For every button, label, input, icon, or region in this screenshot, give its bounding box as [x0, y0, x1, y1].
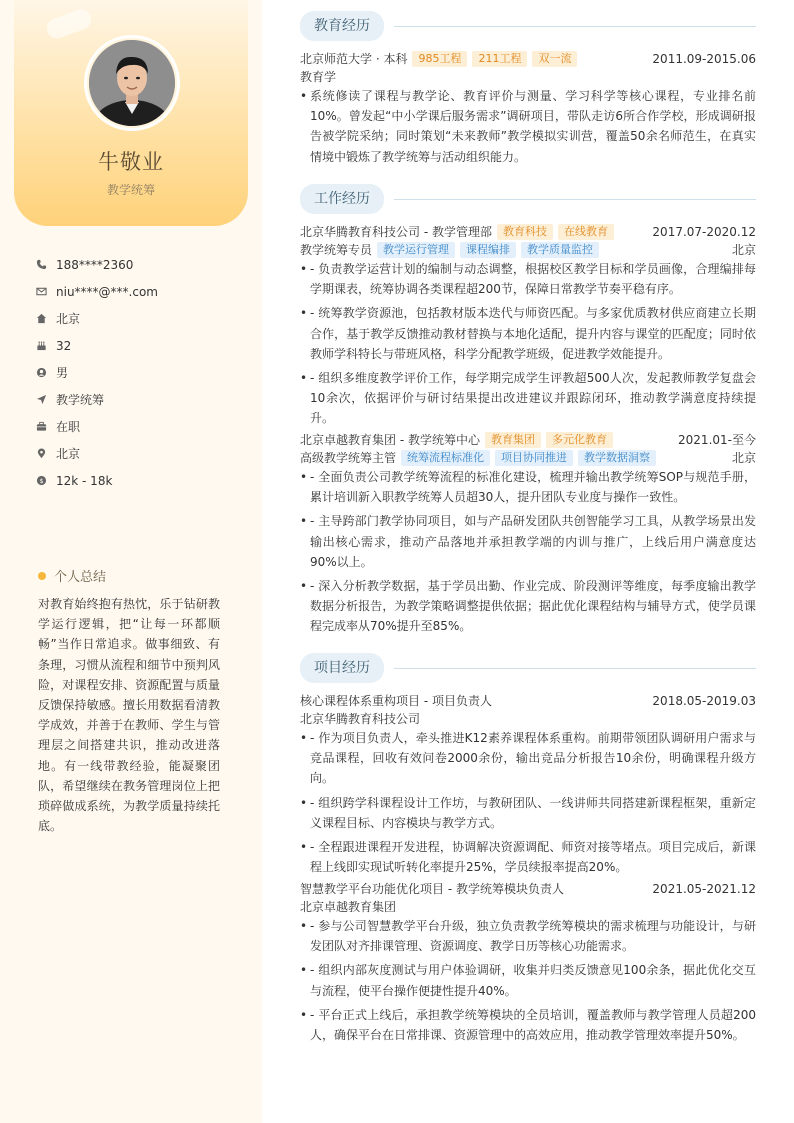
- work-entry-header: [300, 431, 756, 448]
- list-item: • - 统筹教学资源池，包括教材版本迭代与师资匹配。与多家优质教材供应商建立长期合作，基于教学反馈推动教材替换与本地化适配，提升内容与课堂的匹配度；同时依教师学科特长与带班风格，科学分配教学班级，促进教学效能提升。: [300, 303, 756, 364]
- education-tag: 211工程: [472, 51, 527, 67]
- work-company: 北京华腾教育科技公司 - 教学管理部: [300, 225, 492, 239]
- summary-text: 对教育始终抱有热忱，乐于钻研教学运行逻辑，把“让每一环都顺畅”当作日常追求。做事细致、有条理，习惯从流程和细节中预判风险，对课程安排、资源配置与质量反馈保持敏感。擅长用数据看清教学成效，并善于在教师、学生与管理层之间搭建共识，推动改进落地。有一线带教经验，能凝聚团队，希望继续在教务管理岗位上把琐碎做成系统，为教学质量持续托底。: [38, 597, 220, 834]
- contact-target-position: [36, 386, 246, 413]
- company-tag: 在线教育: [558, 224, 614, 240]
- location-pin-icon: [36, 448, 56, 459]
- education-entry-header: [300, 50, 756, 67]
- profile-name: 牛敬业: [98, 150, 164, 174]
- project-name: 核心课程体系重构项目 - 项目负责人: [300, 694, 492, 708]
- contact-salary: [36, 467, 246, 494]
- contact-status: [36, 413, 246, 440]
- project-bullets: [300, 916, 756, 1049]
- work-date: 2021.01-至今: [678, 433, 756, 447]
- project-date: 2021.05-2021.12: [652, 881, 756, 896]
- contact-target-position-value: 教学统筹: [56, 393, 105, 407]
- work-position-row: [300, 241, 756, 258]
- project-entry-header: [300, 692, 756, 709]
- list-item: • - 组织多维度教学评价工作，每学期完成学生评教超500人次，发起教师教学复盘会10余次，依据评价与研讨结果提出改进建议并跟踪闭环，推动教学满意度持续提升。: [300, 368, 756, 429]
- briefcase-icon: [36, 421, 56, 432]
- contact-target-city: [36, 440, 246, 467]
- decorative-shape: [44, 7, 94, 42]
- contact-salary-value: 12k - 18k: [56, 473, 113, 488]
- education-bullets: [300, 86, 756, 171]
- work-section-title: 工作经历: [300, 184, 384, 214]
- section-divider: [394, 26, 756, 27]
- contact-age: [36, 332, 246, 359]
- education-major: 教育学: [300, 70, 337, 84]
- contact-residence: [36, 305, 246, 332]
- list-item: • - 全面负责公司教学统筹流程的标准化建设，梳理并输出教学统筹SOP与规范手册，累计培训新入职教学统筹人员超30人，提升团队专业度与操作一致性。: [300, 467, 756, 507]
- bullet-dot-icon: [38, 572, 46, 580]
- project-name: 智慧教学平台功能优化项目 - 教学统筹模块负责人: [300, 882, 564, 896]
- education-section-header: [300, 10, 756, 42]
- project-date: 2018.05-2019.03: [652, 693, 756, 708]
- list-item: • - 参与公司智慧教学平台升级，独立负责教学统筹模块的需求梳理与功能设计，与研发团队对齐排课管理、资源调度、教学日历等核心功能需求。: [300, 916, 756, 956]
- contact-age-value: 32: [56, 338, 72, 353]
- skill-tag: 教学数据洞察: [578, 450, 656, 466]
- list-item: • - 深入分析教学数据，基于学员出勤、作业完成、阶段测评等维度，每季度输出教学数据分析报告，为教学策略调整提供依据；据此优化课程结构与辅导方式，使学员课程完成率从70%提升至85%。: [300, 576, 756, 637]
- contact-email: [36, 278, 246, 305]
- skill-tag: 统筹流程标准化: [401, 450, 490, 466]
- avatar-photo: [89, 40, 175, 126]
- home-icon: [36, 313, 56, 324]
- section-divider: [394, 668, 756, 669]
- avatar-frame: [84, 35, 180, 131]
- avatar: [89, 40, 175, 126]
- education-date: 2011.09-2015.06: [652, 51, 756, 66]
- contact-list: [36, 251, 246, 494]
- work-position-row: [300, 449, 756, 466]
- company-tag: 教育科技: [497, 224, 553, 240]
- education-major-row: [300, 68, 756, 85]
- skill-tag: 教学质量监控: [521, 242, 599, 258]
- education-tag: 双一流: [532, 51, 577, 67]
- contact-target-city-value: 北京: [56, 447, 81, 461]
- list-item: • - 主导跨部门教学协同项目，如与产品研发团队共创智能学习工具，从教学场景出发输出核心需求，推动产品落地并承担教学端的内训与推广，上线后用户满意度达90%以上。: [300, 511, 756, 572]
- work-date: 2017.07-2020.12: [652, 224, 756, 239]
- education-school: 北京师范大学 · 本科: [300, 52, 408, 66]
- contact-gender-value: 男: [56, 366, 69, 380]
- project-org: 北京华腾教育科技公司: [300, 712, 421, 726]
- skill-tag: 教学运行管理: [377, 242, 455, 258]
- contact-status-value: 在职: [56, 420, 81, 434]
- cake-icon: [36, 340, 56, 351]
- education-tag: 985工程: [412, 51, 467, 67]
- salary-icon: [36, 475, 56, 486]
- contact-phone: [36, 251, 246, 278]
- skill-tag: 课程编排: [460, 242, 516, 258]
- list-item: • - 平台正式上线后，承担教学统筹模块的全员培训，覆盖教师与教学管理人员超200人，确保平台在日常排课、资源管理中的高效应用，推动教学管理效率提升50%。: [300, 1005, 756, 1045]
- work-entry-header: [300, 223, 756, 240]
- contact-phone-value: 188****2360: [56, 257, 134, 272]
- company-tag: 教育集团: [485, 432, 541, 448]
- sidebar: [0, 0, 262, 1123]
- work-position: 教学统筹专员: [300, 243, 373, 257]
- section-divider: [394, 199, 756, 200]
- profile-title: 教学统筹: [106, 183, 155, 197]
- work-city: 北京: [731, 243, 756, 257]
- list-item: • - 全程跟进课程开发进程，协调解决资源调配、师资对接等堵点。项目完成后，新课程上线即实现试听转化率提升25%，学员续报率提高20%。: [300, 837, 756, 877]
- company-tag: 多元化教育: [546, 432, 613, 448]
- summary-heading: [38, 566, 106, 585]
- send-icon: [36, 394, 56, 405]
- education-section-title: 教育经历: [300, 11, 384, 41]
- project-org-row: [300, 710, 756, 727]
- contact-residence-value: 北京: [56, 312, 81, 326]
- work-bullets: [300, 467, 756, 641]
- list-item: • - 作为项目负责人，牵头推进K12素养课程体系重构。前期带领团队调研用户需求与竞品课程，回收有效问卷2000余份，输出竞品分析报告10余份，明确课程升级方向。: [300, 728, 756, 789]
- list-item: • - 负责教学运营计划的编制与动态调整，根据校区教学目标和学员画像，合理编排每学期课表，统筹协调各类课程超200节，保障日常教学节奏平稳有序。: [300, 259, 756, 299]
- contact-gender: [36, 359, 246, 386]
- svg-text:$: $: [39, 476, 44, 485]
- list-item: • - 组织跨学科课程设计工作坊，与教研团队、一线讲师共同搭建新课程框架，重新定义课程目标、内容模块与教学方式。: [300, 793, 756, 833]
- summary-heading-label: 个人总结: [54, 570, 107, 585]
- work-section-header: [300, 183, 756, 215]
- mail-icon: [36, 286, 56, 297]
- skill-tag: 项目协同推进: [495, 450, 573, 466]
- list-item: • - 组织内部灰度测试与用户体验调研，收集并归类反馈意见100余条，据此优化交互与流程，使平台操作便捷性提升40%。: [300, 960, 756, 1000]
- project-org-row: [300, 898, 756, 915]
- work-position: 高级教学统筹主管: [300, 451, 397, 465]
- work-bullets: [300, 259, 756, 433]
- project-bullets: [300, 728, 756, 881]
- phone-icon: [36, 259, 56, 270]
- list-item: • 系统修读了课程与教学论、教育评价与测量、学习科学等核心课程，专业排名前10%。曾发起“中小学课后服务需求”调研项目，带队走访6所合作学校，形成调研报告被学院采纳；同时策划“未来教师”教学模拟实训营，覆盖50余名师范生，在真实情境中锻炼了教学统筹与活动组织能力。: [300, 86, 756, 167]
- project-entry-header: [300, 880, 756, 897]
- contact-email-value: niu****@***.com: [56, 284, 158, 299]
- projects-section-title: 项目经历: [300, 653, 384, 683]
- gender-icon: [36, 367, 56, 378]
- project-org: 北京卓越教育集团: [300, 900, 397, 914]
- projects-section-header: [300, 652, 756, 684]
- work-company: 北京卓越教育集团 - 教学统筹中心: [300, 433, 480, 447]
- work-city: 北京: [731, 451, 756, 465]
